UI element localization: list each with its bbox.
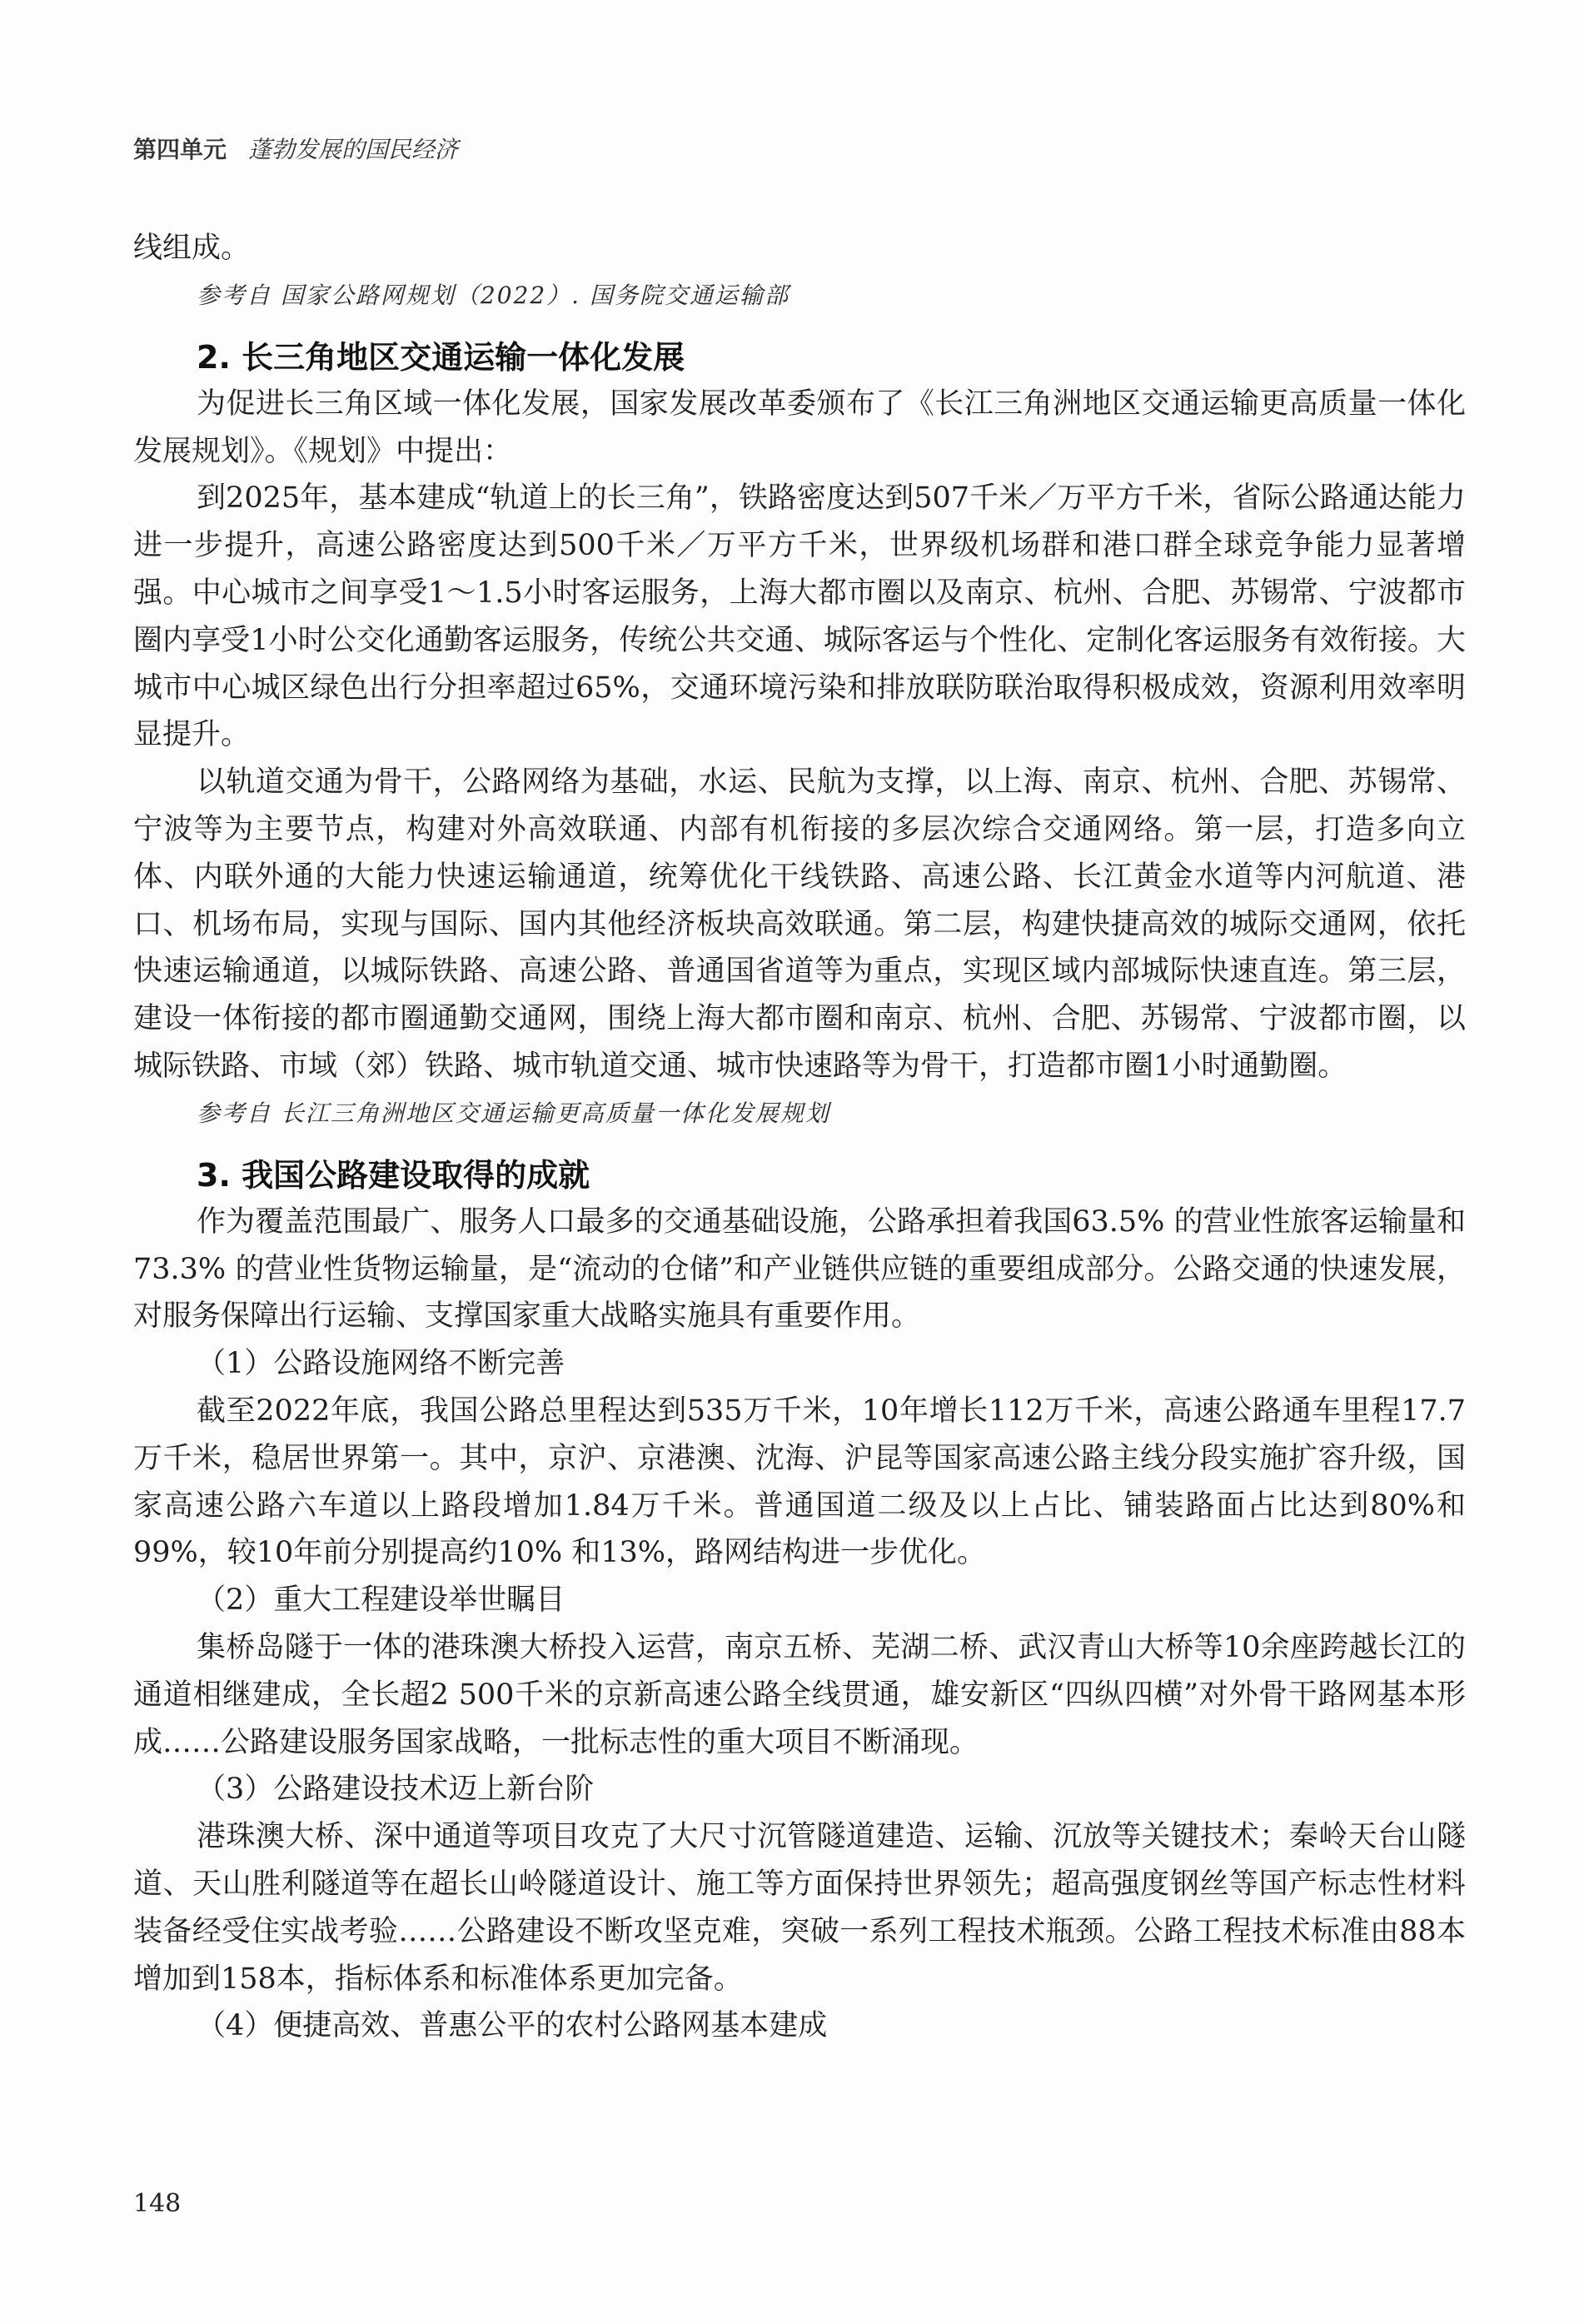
section-title: 3. 我国公路建设取得的成就 <box>197 1156 590 1194</box>
unit-label: 第四单元 <box>133 136 227 163</box>
paragraph: 截至2022年底，我国公路总里程达到535万千米，10年增长112万千米，高速公路通车里程17.7万千米，稳居世界第一。其中，京沪、京港澳、沈海、沪昆等国家高速公路主线分段实施扩容升级，国家高速公路六车道以上路段增加1.84万千米。普通国道二级及以上占比、铺装路面占比达到80%和99%，较10年前分别提高约10% 和13%，路网结构进一步优化。 <box>133 1394 1466 1570</box>
reference-note: 参考自 国家公路网规划（2022）. 国务院交通运输部 <box>197 281 790 309</box>
subsection-title: （1）公路设施网络不断完善 <box>197 1347 565 1381</box>
unit-title: 蓬勃发展的国民经济 <box>248 136 459 163</box>
subsection-title: （2）重大工程建设举世瞩目 <box>197 1583 565 1618</box>
paragraph: 以轨道交通为骨干，公路网络为基础，水运、民航为支撑，以上海、南京、杭州、合肥、苏锡常、宁波等为主要节点，构建对外高效联通、内部有机衔接的多层次综合交通网络。第一层，打造多向立体、内联外通的大能力快速运输通道，统筹优化干线铁路、高速公路、长江黄金水道等内河航道、港口、机场布局，实现与国际、国内其他经济板块高效联通。第二层，构建快捷高效的城际交通网，依托快速运输通道，以城际铁路、高速公路、普通国省道等为重点，实现区域内部城际快速直连。第三层，建设一体衔接的都市圈通勤交通网，围绕上海大都市圈和南京、杭州、合肥、苏锡常、宁波都市圈，以城际铁路、市域（郊）铁路、城市轨道交通、城市快速路等为骨干，打造都市圈1小时通勤圈。 <box>133 766 1466 1083</box>
running-header <box>133 132 458 165</box>
spacer <box>133 1137 1466 1152</box>
subsection-title: （4）便捷高效、普惠公平的农村公路网基本建成 <box>197 2009 828 2043</box>
reference-note: 参考自 长江三角洲地区交通运输更高质量一体化发展规划 <box>197 1099 830 1127</box>
spacer <box>133 319 1466 334</box>
paragraph: 港珠澳大桥、深中通道等项目攻克了大尺寸沉管隧道建造、运输、沉放等关键技术；秦岭天台山隧道、天山胜利隧道等在超长山岭隧道设计、施工等方面保持世界领先；超高强度钢丝等国产标志性材料装备经受住实战考验……公路建设不断攻坚克难，突破一系列工程技术瓶颈。公路工程技术标准由88本增加到158本，指标体系和标准体系更加完备。 <box>133 1820 1466 1996</box>
paragraph: 作为覆盖范围最广、服务人口最多的交通基础设施，公路承担着我国63.5% 的营业性旅客运输量和73.3% 的营业性货物运输量，是“流动的仓储”和产业链供应链的重要组成部分。公路交通的快速发展，对服务保障出行运输、支撑国家重大战略实施具有重要作用。 <box>133 1204 1466 1334</box>
continuation-text: 线组成。 <box>133 232 251 265</box>
paragraph: 到2025年，基本建成“轨道上的长三角”，铁路密度达到507千米／万平方千米，省际公路通达能力进一步提升，高速公路密度达到500千米／万平方千米，世界级机场群和港口群全球竞争能力显著增强。中心城市之间享受1～1.5小时客运服务，上海大都市圈以及南京、杭州、合肥、苏锡常、宁波都市圈内享受1小时公交化通勤客运服务，传统公共交通、城际客运与个性化、定制化客运服务有效衔接。大城市中心城区绿色出行分担率超过65%，交通环境污染和排放联防联治取得积极成效，资源利用效率明显提升。 <box>133 481 1466 752</box>
paragraph: 为促进长三角区域一体化发展，国家发展改革委颁布了《长江三角洲地区交通运输更高质量一体化发展规划》。《规划》中提出： <box>133 387 1466 468</box>
page-number: 148 <box>133 2189 182 2218</box>
body-text <box>133 225 1466 2050</box>
paragraph: 集桥岛隧于一体的港珠澳大桥投入运营，南京五桥、芜湖二桥、武汉青山大桥等10余座跨越长江的通道相继建成，全长超2 500千米的京新高速公路全线贯通，雄安新区“四纵四横”对外骨干路网基本形成……公路建设服务国家战略，一批标志性的重大项目不断涌现。 <box>133 1630 1466 1759</box>
subsection-title: （3）公路建设技术迈上新台阶 <box>197 1773 595 1807</box>
section-title: 2. 长三角地区交通运输一体化发展 <box>197 338 685 376</box>
